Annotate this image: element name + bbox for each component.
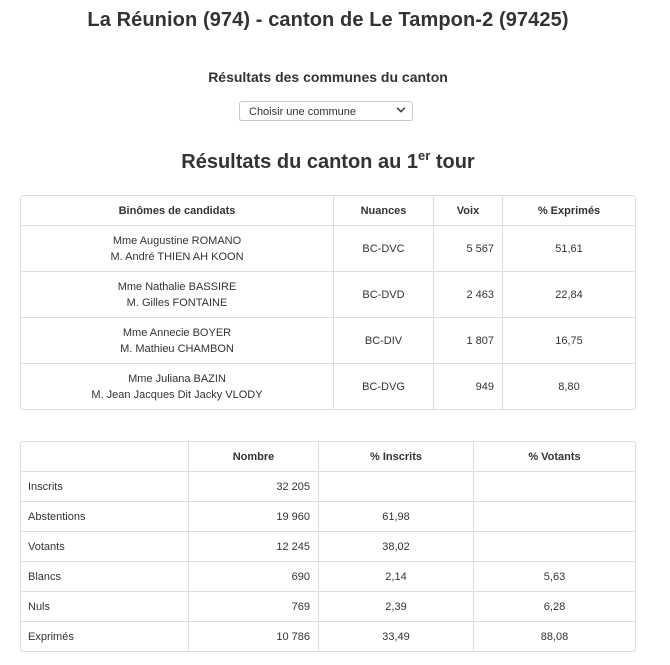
header-pct-exprimes: % Exprimés (503, 196, 635, 226)
stat-pct-inscrits: 38,02 (319, 532, 474, 562)
candidate-1: Mme Augustine ROMANO (112, 234, 242, 247)
header-empty (21, 442, 189, 472)
table-row (21, 226, 635, 272)
stat-nombre: 690 (189, 562, 319, 592)
binome-cell (21, 364, 334, 409)
stat-nombre: 769 (189, 592, 319, 622)
binome-cell (21, 226, 334, 272)
table-row (21, 472, 635, 502)
candidate-1: Mme Nathalie BASSIRE (117, 280, 237, 293)
stat-label: Blancs (21, 562, 189, 592)
candidates-table (20, 195, 636, 410)
stat-nombre: 12 245 (189, 532, 319, 562)
nuance-cell: BC-DVD (334, 272, 434, 318)
stats-header-row (21, 442, 635, 472)
header-pct-votants: % Votants (474, 442, 635, 472)
nuance-cell: BC-DVG (334, 364, 434, 409)
communes-heading: Résultats des communes du canton (208, 69, 448, 85)
pct-exprimes-cell: 8,80 (558, 380, 580, 393)
candidate-2: M. Mathieu CHAMBON (120, 342, 234, 355)
table-row (21, 592, 635, 622)
stat-pct-votants: 6,28 (474, 592, 635, 622)
candidate-1: Mme Juliana BAZIN (128, 372, 226, 385)
stat-pct-votants (474, 472, 635, 502)
header-voix: Voix (434, 196, 503, 226)
voix-cell: 949 (434, 364, 503, 409)
header-binomes: Binômes de candidats (21, 196, 334, 226)
candidate-1: Mme Annecie BOYER (122, 326, 232, 339)
binome-cell (21, 318, 334, 364)
voix-cell: 1 807 (434, 318, 503, 364)
tour-heading-suffix: tour (430, 151, 475, 173)
stat-label: Inscrits (21, 472, 189, 502)
voix-cell: 2 463 (434, 272, 503, 318)
chevron-down-icon (396, 105, 406, 115)
candidate-2: M. André THIEN AH KOON (110, 250, 244, 263)
header-nuances: Nuances (334, 196, 434, 226)
stat-pct-inscrits: 2,14 (319, 562, 474, 592)
voix-cell: 5 567 (434, 226, 503, 272)
candidate-2: M. Jean Jacques Dit Jacky VLODY (91, 388, 263, 401)
table-row (21, 502, 635, 532)
stat-nombre: 32 205 (189, 472, 319, 502)
table-row (21, 318, 635, 364)
nuance-cell: BC-DIV (334, 318, 434, 364)
stat-pct-inscrits: 2,39 (319, 592, 474, 622)
stat-nombre: 19 960 (189, 502, 319, 532)
stat-pct-votants: 88,08 (540, 630, 569, 643)
tour-heading (0, 148, 656, 174)
tour-heading-prefix: Résultats du canton au 1 (181, 151, 418, 173)
pct-exprimes-cell: 51,61 (503, 226, 635, 272)
header-nombre: Nombre (189, 442, 319, 472)
page-title: La Réunion (974) - canton de Le Tampon-2 (97425) (87, 9, 569, 31)
stat-pct-inscrits (319, 472, 474, 502)
candidate-2: M. Gilles FONTAINE (126, 296, 228, 309)
header-pct-inscrits: % Inscrits (319, 442, 474, 472)
stat-pct-inscrits: 33,49 (319, 622, 474, 651)
stat-pct-inscrits: 61,98 (319, 502, 474, 532)
binome-cell (21, 272, 334, 318)
commune-select[interactable] (239, 101, 413, 121)
table-row (21, 364, 635, 409)
stat-nombre: 10 786 (189, 622, 319, 651)
pct-exprimes-cell: 22,84 (503, 272, 635, 318)
table-row (21, 532, 635, 562)
stat-label: Votants (21, 532, 189, 562)
table-row (21, 272, 635, 318)
stat-pct-votants: 5,63 (474, 562, 635, 592)
stat-label: Exprimés (21, 622, 189, 651)
pct-exprimes-cell: 16,75 (503, 318, 635, 364)
stat-label: Nuls (21, 592, 189, 622)
stat-label: Abstentions (21, 502, 189, 532)
candidates-header-row (21, 196, 635, 226)
stat-pct-votants (474, 532, 635, 562)
stat-pct-votants (474, 502, 635, 532)
table-row (21, 622, 635, 651)
tour-heading-sup: er (417, 148, 431, 163)
nuance-cell: BC-DVC (334, 226, 434, 272)
table-row (21, 562, 635, 592)
stats-table (20, 441, 636, 652)
commune-select-value: Choisir une commune (249, 106, 356, 118)
